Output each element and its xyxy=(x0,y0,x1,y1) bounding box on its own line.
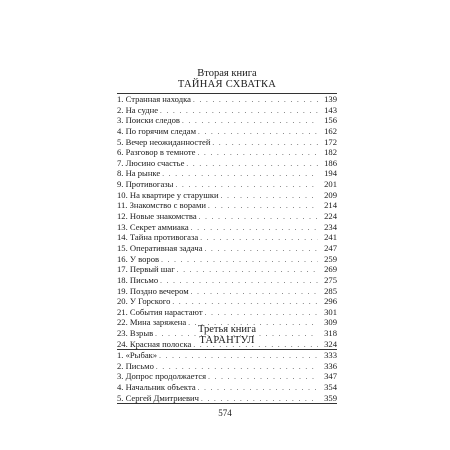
toc-entry xyxy=(117,105,337,116)
toc-entry-title: 13. Секрет аммиака xyxy=(117,221,189,232)
dot-leader xyxy=(198,148,319,158)
dot-leader xyxy=(198,127,318,137)
toc-entry xyxy=(117,254,337,265)
dot-leader xyxy=(177,265,318,275)
toc-entry xyxy=(117,382,337,393)
dot-leader xyxy=(205,308,318,318)
book-subtitle: Третья книга xyxy=(197,324,257,335)
toc-entry-title: 24. Красная полоска xyxy=(117,338,192,349)
toc-entry-title: 4. По горячим следам xyxy=(117,125,197,136)
toc-entry-page: 182 xyxy=(324,147,337,158)
dot-leader xyxy=(200,233,318,243)
toc-entry-title: 8. На рынке xyxy=(117,168,161,179)
toc-entry-page: 234 xyxy=(324,221,337,232)
toc-entry-title: 22. Мина заряжена xyxy=(117,317,187,328)
toc-entry-page: 324 xyxy=(324,338,337,349)
toc-entry xyxy=(117,115,337,126)
toc-book-3 xyxy=(117,324,337,404)
toc-list xyxy=(117,93,337,350)
toc-entry xyxy=(117,94,337,105)
toc-entry xyxy=(117,179,337,190)
book-header xyxy=(117,324,337,346)
toc-entry-title: 14. Тайна противогаза xyxy=(117,232,199,243)
toc-entry-page: 241 xyxy=(324,232,337,243)
toc-entry-page: 285 xyxy=(324,285,337,296)
dot-leader xyxy=(205,244,318,254)
toc-entry-page: 354 xyxy=(324,381,337,392)
dot-leader xyxy=(160,106,318,116)
dot-leader xyxy=(193,95,318,105)
toc-entry xyxy=(117,243,337,254)
toc-entry-page: 194 xyxy=(324,168,337,179)
toc-entry xyxy=(117,211,337,222)
book-subtitle: Вторая книга xyxy=(197,68,257,79)
dot-leader xyxy=(160,276,318,286)
toc-entry-page: 172 xyxy=(324,136,337,147)
toc-entry xyxy=(117,296,337,307)
dot-leader xyxy=(198,383,318,393)
book-title: ТАЙНАЯ СХВАТКА xyxy=(177,79,277,90)
toc-entry-page: 359 xyxy=(324,392,337,403)
toc-entry-page: 318 xyxy=(324,328,337,339)
toc-entry-page: 347 xyxy=(324,371,337,382)
toc-entry xyxy=(117,126,337,137)
toc-book-2 xyxy=(117,68,337,350)
toc-entry-title: 21. События нарастают xyxy=(117,306,203,317)
toc-entry-title: 1. «Рыбак» xyxy=(117,350,158,360)
toc-entry xyxy=(117,275,337,286)
toc-entry xyxy=(117,200,337,211)
toc-entry-page: 139 xyxy=(324,94,337,104)
toc-entry-title: 20. У Горского xyxy=(117,296,171,307)
dot-leader xyxy=(191,287,318,297)
dot-leader xyxy=(159,351,318,361)
toc-entry xyxy=(117,190,337,201)
dot-leader xyxy=(162,169,318,179)
toc-entry-title: 5. Вечер неожиданностей xyxy=(117,136,211,147)
dot-leader xyxy=(175,180,318,190)
toc-entry-title: 9. Противогазы xyxy=(117,179,174,190)
toc-entry-page: 336 xyxy=(324,360,337,371)
toc-entry-title: 2. Письмо xyxy=(117,360,154,371)
dot-leader xyxy=(156,362,318,372)
toc-entry-page: 156 xyxy=(324,115,337,126)
dot-leader xyxy=(208,372,318,382)
toc-entry xyxy=(117,232,337,243)
toc-entry-page: 296 xyxy=(324,296,337,307)
dot-leader xyxy=(186,159,318,169)
toc-entry-title: 10. На квартире у старушки xyxy=(117,189,219,200)
toc-entry-page: 301 xyxy=(324,306,337,317)
toc-entry-page: 201 xyxy=(324,179,337,190)
toc-entry xyxy=(117,371,337,382)
dot-leader xyxy=(172,297,318,307)
toc-entry xyxy=(117,222,337,233)
dot-leader xyxy=(201,394,318,404)
toc-entry-title: 23. Взрыв xyxy=(117,328,154,339)
toc-entry-title: 5. Сергей Дмитриевич xyxy=(117,392,199,403)
dot-leader xyxy=(212,138,318,148)
page-number: 574 xyxy=(218,408,232,418)
book-header xyxy=(117,68,337,90)
toc-entry-title: 6. Разговор в темноте xyxy=(117,147,196,158)
toc-entry-page: 224 xyxy=(324,211,337,222)
toc-entry xyxy=(117,350,337,361)
dot-leader xyxy=(208,201,318,211)
toc-entry-title: 12. Новые знакомства xyxy=(117,211,197,222)
toc-entry-title: 2. На судне xyxy=(117,104,159,115)
toc-entry-page: 309 xyxy=(324,317,337,328)
toc-entry xyxy=(117,393,337,404)
toc-entry xyxy=(117,137,337,148)
toc-entry-title: 19. Поздно вечером xyxy=(117,285,189,296)
dot-leader xyxy=(182,116,318,126)
toc-entry-title: 3. Допрос продолжается xyxy=(117,371,207,382)
dot-leader xyxy=(199,212,318,222)
toc-entry-page: 162 xyxy=(324,125,337,136)
toc-entry-title: 17. Первый шаг xyxy=(117,264,175,275)
toc-entry xyxy=(117,361,337,372)
toc-entry xyxy=(117,147,337,158)
toc-entry-page: 269 xyxy=(324,264,337,275)
toc-entry-title: 4. Начальник объекта xyxy=(117,381,196,392)
toc-entry-page: 247 xyxy=(324,242,337,253)
toc-entry-page: 209 xyxy=(324,189,337,200)
toc-entry xyxy=(117,264,337,275)
toc-entry-page: 259 xyxy=(324,253,337,264)
book-title: ТАРАНТУЛ xyxy=(199,335,255,346)
toc-entry-page: 143 xyxy=(324,104,337,115)
dot-leader xyxy=(161,255,318,265)
toc-entry-page: 214 xyxy=(324,200,337,211)
dot-leader xyxy=(221,191,318,201)
toc-entry xyxy=(117,168,337,179)
toc-list xyxy=(117,349,337,404)
toc-entry-title: 3. Поиски следов xyxy=(117,115,180,126)
toc-entry-page: 186 xyxy=(324,157,337,168)
toc-entry-title: 16. У воров xyxy=(117,253,160,264)
dot-leader xyxy=(191,223,318,233)
toc-entry xyxy=(117,158,337,169)
toc-entry xyxy=(117,286,337,297)
toc-entry xyxy=(117,307,337,318)
toc-entry-page: 275 xyxy=(324,274,337,285)
toc-entry-title: 1. Странная находка xyxy=(117,94,191,104)
toc-entry-title: 11. Знакомство с ворами xyxy=(117,200,207,211)
toc-entry-title: 15. Оперативная задача xyxy=(117,242,203,253)
toc-entry-title: 18. Письмо xyxy=(117,274,159,285)
toc-entry-title: 7. Люсино счастье xyxy=(117,157,185,168)
toc-entry-page: 333 xyxy=(324,350,337,360)
